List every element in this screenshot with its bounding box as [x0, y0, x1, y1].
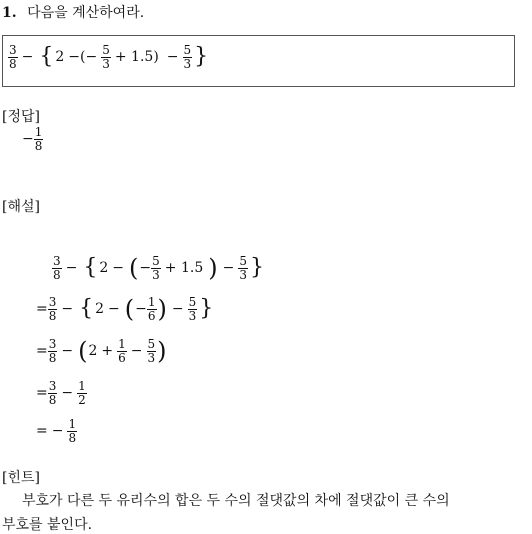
solution-line-1: $\frac{3}{8}$ − { 2 − ( − $\frac{5}{3}$ + 1.5 ) − $\frac{5}{3}$ }: [53, 254, 264, 283]
solution-label: [해설]: [2, 199, 40, 215]
solution-line-5: = − $\frac{1}{8}$: [36, 417, 77, 445]
solution-line-2: = $\frac{3}{8}$ − { 2 − ( − $\frac{1}{6}$ ) − $\frac{5}{3}$ }: [36, 295, 214, 324]
hint-text-line-1: 부호가 다른 두 유리수의 합은 두 수의 절댓값의 차에 절댓값이 큰 수의: [22, 493, 450, 509]
problem-header: [2, 2, 144, 22]
hint-text-line-2: 부호를 붙인다.: [2, 517, 93, 533]
problem-number: 1.: [2, 5, 17, 21]
problem-instruction: 다음을 계산하여라.: [27, 5, 145, 21]
fraction: $\frac{5}{3}$: [183, 43, 192, 71]
hint-label: [힌트]: [2, 470, 40, 486]
fraction: $\frac{3}{8}$: [9, 43, 17, 71]
answer-value: − $\frac{1}{8}$: [22, 125, 43, 153]
solution-line-4: = $\frac{3}{8}$ − $\frac{1}{2}$: [36, 379, 86, 407]
problem-expression: $\frac{3}{8}$ − { 2 −(− $\frac{5}{3}$ + 1.5) − $\frac{5}{3}$ }: [9, 43, 209, 71]
solution-line-3: = $\frac{3}{8}$ − ( 2 + $\frac{1}{6}$ − $\frac{5}{3}$ ): [36, 337, 167, 366]
fraction: $\frac{1}{8}$: [34, 125, 43, 153]
answer-label: [정답]: [2, 109, 40, 125]
fraction: $\frac{5}{3}$: [102, 43, 110, 71]
problem-box: [2, 35, 515, 87]
